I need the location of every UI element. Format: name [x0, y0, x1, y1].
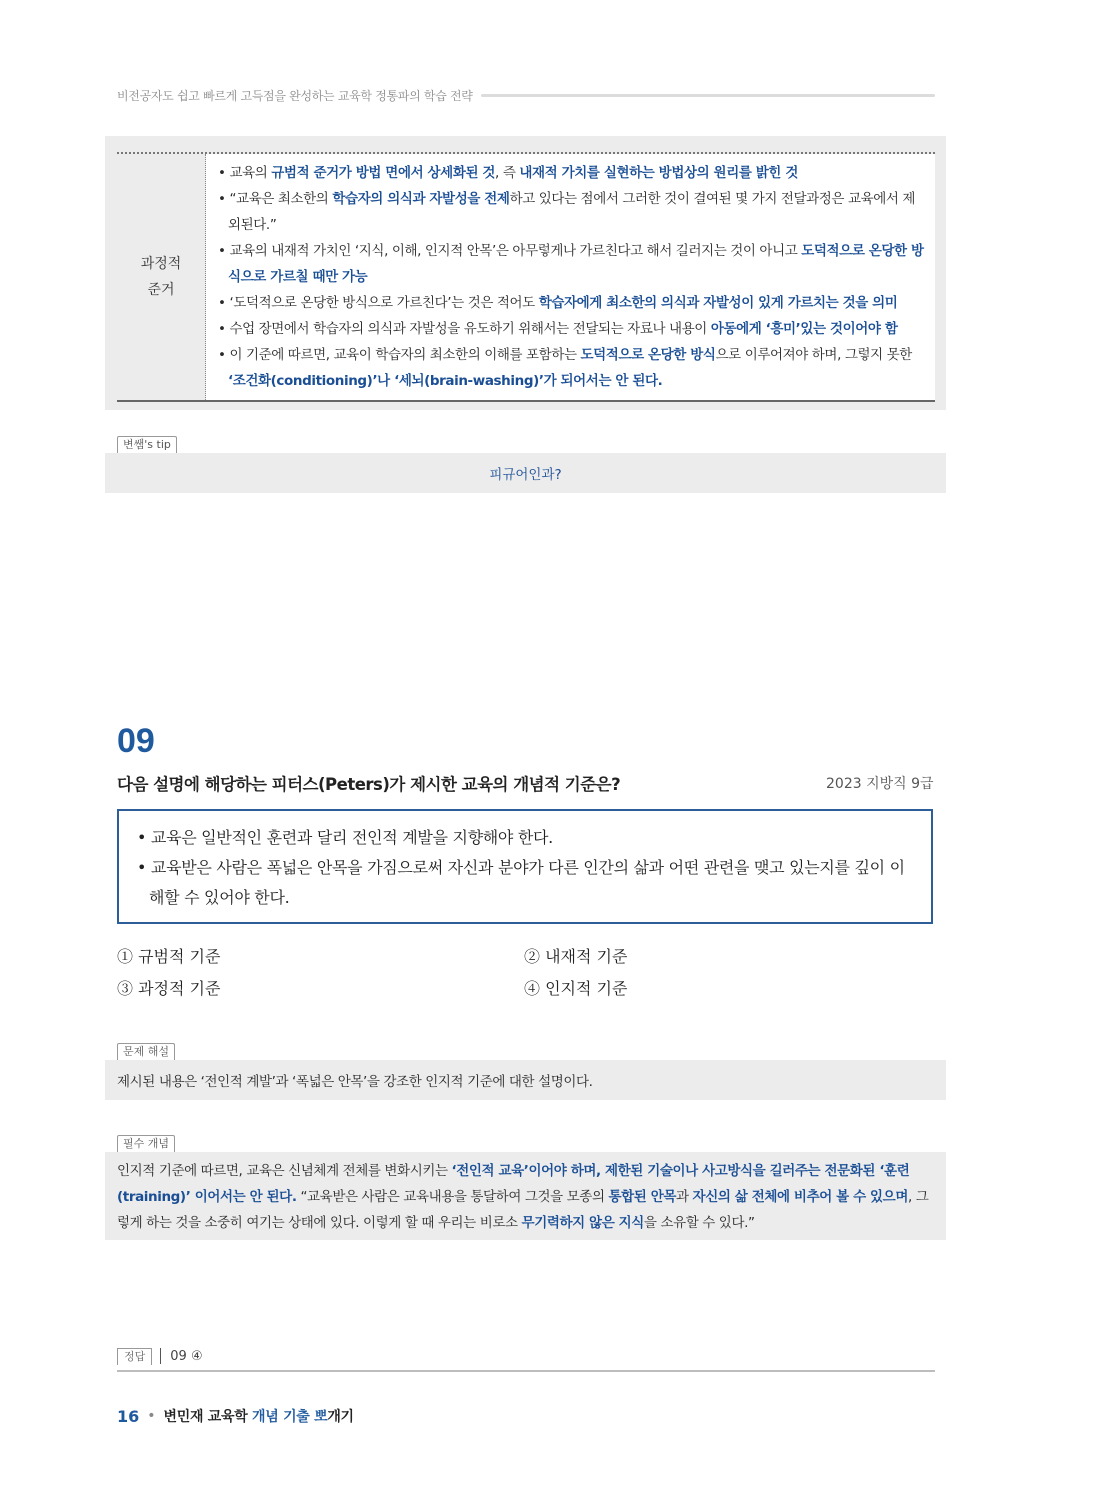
- question-box-line: • 교육받은 사람은 폭넓은 안목을 가짐으로써 자신과 분야가 다른 인간의 삶과 어떤 관련을 맺고 있는지를 깊이 이해할 수 있어야 한다.: [137, 858, 905, 907]
- running-header-text: 비전공자도 쉽고 빠르게 고득점을 완성하는 교육학 정통파의 학습 전략: [117, 88, 473, 103]
- footer-dot: •: [147, 1408, 156, 1424]
- text-segment: • “교육은 최소한의: [218, 191, 333, 207]
- concept-text: [117, 1158, 937, 1236]
- text-segment: 변민재 교육학: [163, 1409, 253, 1425]
- highlighted-text: 규범적 준거가 방법 면에서 상세화된 것: [271, 165, 496, 181]
- criteria-label-cell: [117, 154, 206, 400]
- footer: [117, 1406, 354, 1426]
- text-segment: 과: [676, 1189, 693, 1205]
- highlighted-text: 통합된 안목: [608, 1189, 676, 1205]
- highlighted-text: 내재적 가치를 실현하는 방법상의 원리를 밝힌 것: [519, 165, 798, 181]
- highlighted-text: ‘조건화(conditioning)’나 ‘세뇌(brain-washing)’가 되어서는 안 된다.: [228, 373, 663, 389]
- text-segment: , 그렇게 하는 것을 소중히 여기는 상태에 있다. 이렇게 할 때 우리는 비로소: [117, 1189, 929, 1231]
- text-segment: 하고 있다는 점에서 그러한 것이 결여된 몇 가지 전달과정은 교육에서 제외된다.”: [228, 191, 916, 233]
- criteria-bullet: [218, 238, 927, 290]
- criteria-bullet: [218, 342, 927, 394]
- choice-3[interactable]: ③ 과정적 기준: [117, 979, 221, 998]
- text-segment: • 교육의: [218, 165, 272, 181]
- text-segment: 을 소유할 수 있다.”: [643, 1215, 755, 1231]
- answer-divider: [160, 1348, 161, 1364]
- highlighted-text: 도덕적으로 온당한 방식: [580, 347, 716, 363]
- tip-box: [105, 453, 946, 493]
- criteria-label-line2: 준거: [147, 282, 175, 298]
- criteria-bullet: [218, 316, 927, 342]
- text-segment: 으로 이루어져야 하며, 그렇지 못한: [715, 347, 912, 363]
- text-segment: , 즉: [495, 165, 520, 181]
- question-box: [117, 809, 933, 924]
- text-segment: • 교육의 내재적 가치인 ‘지식, 이해, 인지적 안목’은 아무렇게나 가르친다고 해서 길러지는 것이 아니고: [218, 243, 802, 259]
- answer-tag: 정답: [117, 1348, 152, 1365]
- criteria-bullet: [218, 290, 927, 316]
- book-title: [164, 1406, 354, 1426]
- question-number: 09: [117, 722, 155, 760]
- tip-text: 피규어인과?: [489, 467, 562, 483]
- highlighted-text: 무기력하지 않은 지식: [521, 1215, 644, 1231]
- text-segment: • 수업 장면에서 학습자의 의식과 자발성을 유도하기 위해서는 전달되는 자료나 내용이: [218, 321, 711, 337]
- criteria-content: [206, 154, 935, 400]
- text-segment: “교육받은 사람은 교육내용을 통달하여 그것을 모종의: [296, 1189, 609, 1205]
- highlighted-text: ‘전인적 교육’이어야 하며, 제한된 기술이나 사고방식을 길러주는 전문화된 ‘훈련(training)’ 이어서는 안 된다.: [117, 1163, 910, 1205]
- footer-rule: [117, 1370, 935, 1372]
- criteria-label: [131, 251, 191, 303]
- text-segment: 인지적 기준에 따르면, 교육은 신념체계 전체를 변화시키는: [117, 1163, 452, 1179]
- highlighted-text: 학습자에게 최소한의 의식과 자발성이 있게 가르치는 것을 의미: [538, 295, 898, 311]
- highlighted-text: 아동에게 ‘흥미’있는 것이어야 함: [710, 321, 898, 337]
- concept-box: [105, 1152, 946, 1240]
- criteria-table: [117, 152, 935, 402]
- text-segment: 개기: [327, 1409, 354, 1425]
- explanation-box: [105, 1060, 946, 1100]
- highlighted-text: 학습자의 의식과 자발성을 전제: [332, 191, 510, 207]
- running-header-rule: [481, 94, 935, 97]
- explanation-text: 제시된 내용은 ‘전인적 계발’과 ‘폭넓은 안목’을 강조한 인지적 기준에 대한 설명이다.: [117, 1074, 593, 1090]
- criteria-bullet: [218, 186, 927, 238]
- choice-1[interactable]: ① 규범적 기준: [117, 947, 221, 966]
- highlighted-text: 자신의 삶 전체에 비추어 볼 수 있으며: [692, 1189, 908, 1205]
- concept-tag: 필수 개념: [117, 1135, 175, 1152]
- highlighted-text: 뽀: [314, 1409, 328, 1425]
- highlighted-text: 도덕적으로 온당한 방식으로 가르칠 때만 가능: [228, 243, 924, 285]
- highlighted-text: 개념: [252, 1409, 279, 1425]
- page-number: 16: [117, 1406, 140, 1426]
- text-segment: • 이 기준에 따르면, 교육이 학습자의 최소한의 이해를 포함하는: [218, 347, 581, 363]
- question-stem: 다음 설명에 해당하는 피터스(Peters)가 제시한 교육의 개념적 기준은?: [117, 775, 621, 794]
- running-header: [117, 86, 935, 104]
- question-box-line: • 교육은 일반적인 훈련과 달리 전인적 계발을 지향해야 한다.: [137, 828, 553, 847]
- tip-tag: 변쌤's tip: [117, 436, 177, 453]
- criteria-label-line1: 과정적: [140, 256, 182, 272]
- criteria-bullet: [218, 160, 927, 186]
- choice-4[interactable]: ④ 인지적 기준: [524, 979, 628, 998]
- choice-2[interactable]: ② 내재적 기준: [524, 947, 628, 966]
- answer-text: 09 ④: [170, 1348, 203, 1364]
- text-segment: • ‘도덕적으로 온당한 방식으로 가르친다’는 것은 적어도: [218, 295, 539, 311]
- answer-row: [117, 1345, 203, 1367]
- explanation-tag: 문제 해설: [117, 1043, 175, 1060]
- question-source: 2023 지방직 9급: [826, 776, 934, 792]
- highlighted-text: 기출: [283, 1409, 310, 1425]
